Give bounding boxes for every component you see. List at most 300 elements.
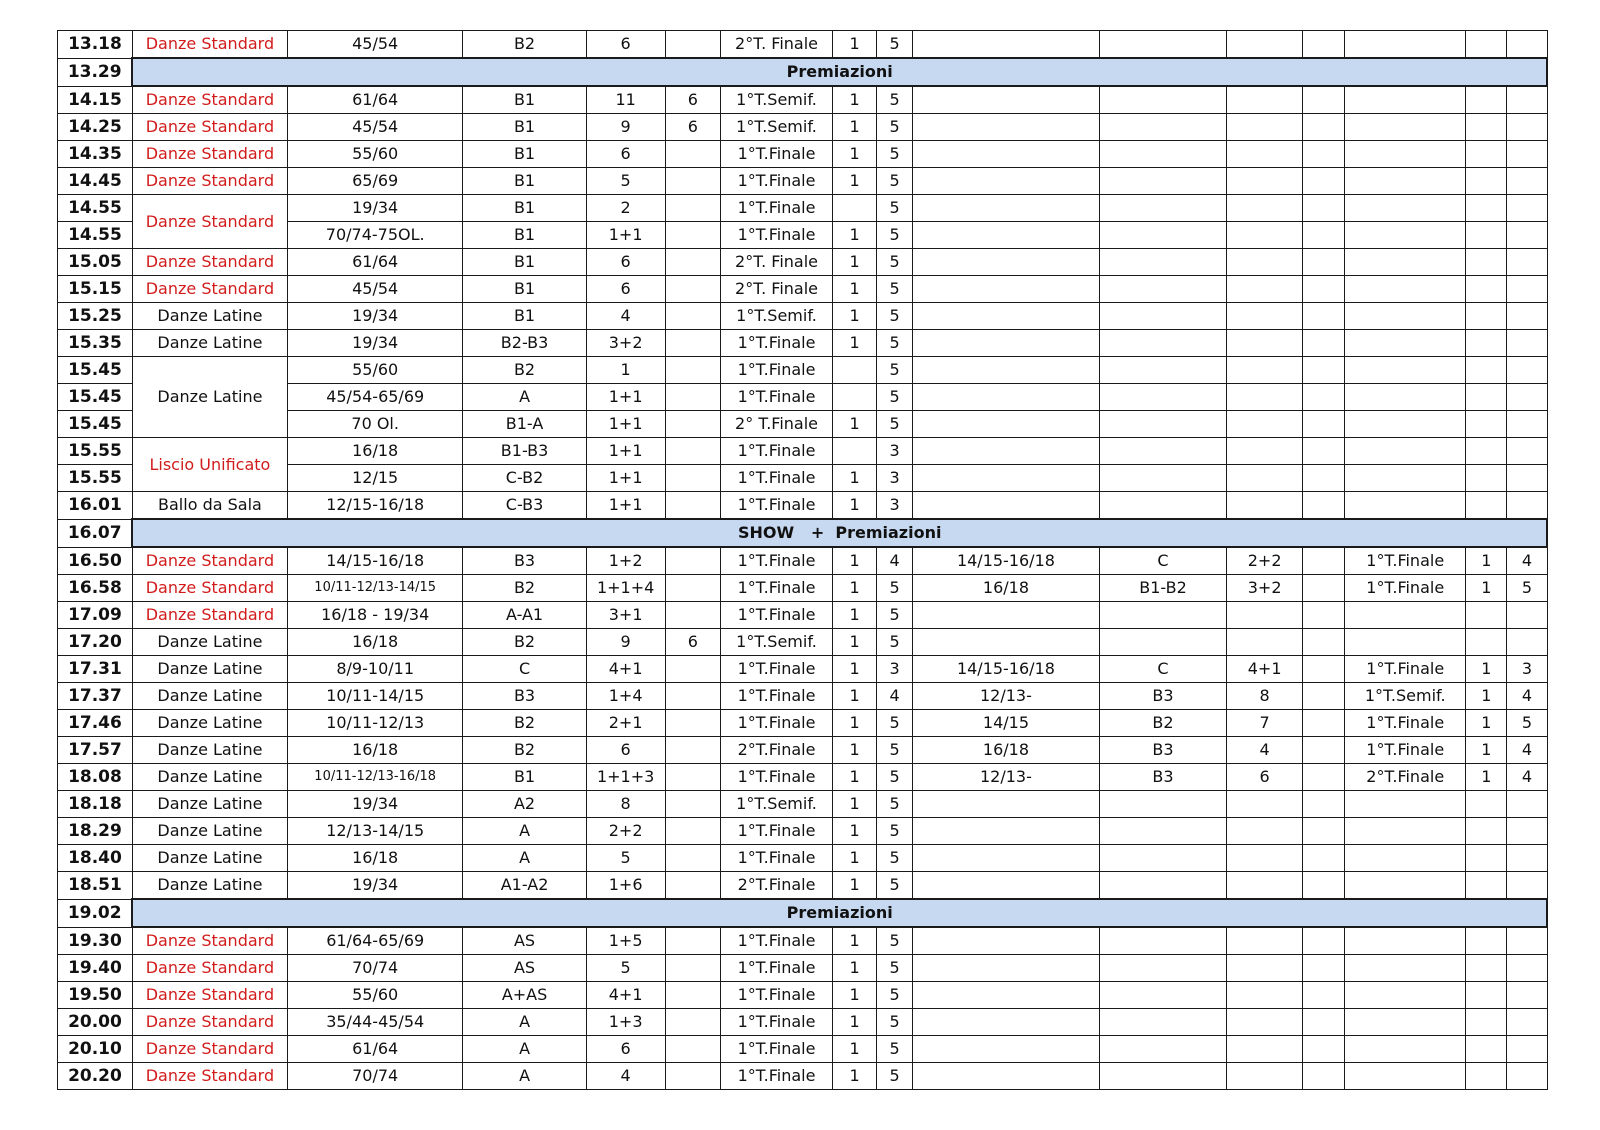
n3-cell (1466, 357, 1507, 384)
class2-cell (1099, 465, 1226, 492)
extra-cell (665, 791, 720, 818)
extra2-cell (1303, 737, 1345, 764)
n4-cell (1507, 195, 1547, 222)
count-cell: 1+1 (586, 411, 665, 438)
extra2-cell (1303, 168, 1345, 195)
discipline-cell: Danze Latine (132, 818, 287, 845)
category-cell: 45/54 (287, 276, 463, 303)
n1-cell (832, 438, 876, 465)
n2-cell: 5 (877, 1063, 913, 1090)
n4-cell (1507, 249, 1547, 276)
extra-cell (665, 845, 720, 872)
extra2-cell (1303, 575, 1345, 602)
count-cell: 5 (586, 168, 665, 195)
category2-cell (913, 357, 1100, 384)
n1-cell: 1 (832, 764, 876, 791)
category-cell: 19/34 (287, 303, 463, 330)
category2-cell: 12/13- (913, 683, 1100, 710)
extra-cell (665, 872, 720, 900)
time-cell: 15.45 (58, 411, 133, 438)
count2-cell (1227, 330, 1303, 357)
extra2-cell (1303, 927, 1345, 955)
class-cell: B3 (463, 547, 586, 575)
n3-cell (1466, 1009, 1507, 1036)
extra2-cell (1303, 845, 1345, 872)
n1-cell: 1 (832, 114, 876, 141)
n1-cell: 1 (832, 845, 876, 872)
table-row (58, 791, 1548, 818)
n2-cell: 5 (877, 31, 913, 59)
category2-cell (913, 168, 1100, 195)
round-cell: 1°T.Finale (721, 141, 833, 168)
round-cell: 1°T.Semif. (721, 791, 833, 818)
count-cell: 1+1 (586, 384, 665, 411)
round-cell: 1°T.Finale (721, 575, 833, 602)
time-cell: 15.55 (58, 438, 133, 465)
round-cell: 1°T.Finale (721, 927, 833, 955)
schedule-table (57, 30, 1548, 1090)
n4-cell (1507, 114, 1547, 141)
category2-cell: 12/13- (913, 764, 1100, 791)
round-cell: 1°T.Finale (721, 818, 833, 845)
section-band-label: Premiazioni (132, 58, 1547, 86)
class2-cell: B3 (1099, 737, 1226, 764)
round2-cell (1345, 465, 1466, 492)
discipline-cell: Ballo da Sala (132, 492, 287, 520)
n3-cell: 1 (1466, 547, 1507, 575)
n3-cell (1466, 1063, 1507, 1090)
time-cell: 13.18 (58, 31, 133, 59)
table-row (58, 31, 1548, 59)
count-cell: 9 (586, 114, 665, 141)
extra-cell (665, 276, 720, 303)
n4-cell (1507, 791, 1547, 818)
section-band-row (58, 899, 1548, 927)
n4-cell: 3 (1507, 656, 1547, 683)
count-cell: 5 (586, 845, 665, 872)
round-cell: 1°T.Semif. (721, 86, 833, 114)
n1-cell: 1 (832, 465, 876, 492)
round2-cell (1345, 629, 1466, 656)
round-cell: 1°T.Finale (721, 710, 833, 737)
n2-cell: 3 (877, 438, 913, 465)
time-cell: 17.57 (58, 737, 133, 764)
round-cell: 1°T.Finale (721, 465, 833, 492)
n1-cell: 1 (832, 1009, 876, 1036)
round2-cell (1345, 249, 1466, 276)
table-row (58, 86, 1548, 114)
category2-cell (913, 872, 1100, 900)
count2-cell (1227, 303, 1303, 330)
time-cell: 19.02 (58, 899, 133, 927)
n3-cell (1466, 222, 1507, 249)
table-row (58, 872, 1548, 900)
table-row (58, 1063, 1548, 1090)
extra-cell (665, 547, 720, 575)
count-cell: 1+1 (586, 438, 665, 465)
n2-cell: 5 (877, 575, 913, 602)
round-cell: 2°T. Finale (721, 31, 833, 59)
round-cell: 1°T.Finale (721, 357, 833, 384)
table-row (58, 845, 1548, 872)
category-cell: 16/18 (287, 438, 463, 465)
n3-cell (1466, 845, 1507, 872)
discipline-cell: Danze Latine (132, 330, 287, 357)
n4-cell (1507, 438, 1547, 465)
class2-cell (1099, 818, 1226, 845)
n4-cell (1507, 384, 1547, 411)
class2-cell (1099, 845, 1226, 872)
category-cell: 16/18 - 19/34 (287, 602, 463, 629)
n3-cell (1466, 791, 1507, 818)
table-row (58, 656, 1548, 683)
extra2-cell (1303, 141, 1345, 168)
class-cell: A (463, 818, 586, 845)
count2-cell (1227, 791, 1303, 818)
round-cell: 1°T.Finale (721, 547, 833, 575)
extra-cell (665, 249, 720, 276)
count2-cell (1227, 168, 1303, 195)
n4-cell (1507, 602, 1547, 629)
extra-cell (665, 222, 720, 249)
time-cell: 14.35 (58, 141, 133, 168)
discipline-cell: Danze Standard (132, 547, 287, 575)
class2-cell (1099, 31, 1226, 59)
round2-cell (1345, 303, 1466, 330)
count-cell: 1+1 (586, 492, 665, 520)
category-cell: 55/60 (287, 982, 463, 1009)
n2-cell: 5 (877, 629, 913, 656)
discipline-cell: Danze Standard (132, 1036, 287, 1063)
category-cell: 16/18 (287, 629, 463, 656)
extra-cell (665, 1063, 720, 1090)
class-cell: B1 (463, 168, 586, 195)
n2-cell: 5 (877, 303, 913, 330)
n1-cell: 1 (832, 86, 876, 114)
discipline-cell: Danze Standard (132, 86, 287, 114)
count2-cell (1227, 438, 1303, 465)
class-cell: B1 (463, 86, 586, 114)
count-cell: 1 (586, 357, 665, 384)
extra2-cell (1303, 438, 1345, 465)
n2-cell: 5 (877, 764, 913, 791)
class-cell: B1-B3 (463, 438, 586, 465)
extra-cell (665, 31, 720, 59)
time-cell: 19.40 (58, 955, 133, 982)
n1-cell: 1 (832, 710, 876, 737)
round2-cell (1345, 411, 1466, 438)
category-cell: 65/69 (287, 168, 463, 195)
table-row (58, 927, 1548, 955)
section-band-row (58, 519, 1548, 547)
round2-cell (1345, 872, 1466, 900)
count2-cell (1227, 114, 1303, 141)
class-cell: C-B2 (463, 465, 586, 492)
n4-cell: 4 (1507, 764, 1547, 791)
n1-cell: 1 (832, 602, 876, 629)
n2-cell: 5 (877, 411, 913, 438)
n1-cell: 1 (832, 411, 876, 438)
class-cell: C-B3 (463, 492, 586, 520)
extra-cell (665, 1036, 720, 1063)
round2-cell (1345, 114, 1466, 141)
round-cell: 1°T.Finale (721, 492, 833, 520)
n1-cell: 1 (832, 872, 876, 900)
discipline-cell: Danze Latine (132, 629, 287, 656)
category-cell: 16/18 (287, 845, 463, 872)
n1-cell: 1 (832, 683, 876, 710)
discipline-cell: Danze Standard (132, 195, 287, 249)
n3-cell (1466, 276, 1507, 303)
category-cell: 12/15-16/18 (287, 492, 463, 520)
round2-cell (1345, 1009, 1466, 1036)
n3-cell: 1 (1466, 656, 1507, 683)
class-cell: B1-A (463, 411, 586, 438)
table-row (58, 547, 1548, 575)
n2-cell: 5 (877, 791, 913, 818)
n2-cell: 5 (877, 845, 913, 872)
extra-cell: 6 (665, 114, 720, 141)
class2-cell (1099, 168, 1226, 195)
round-cell: 1°T.Finale (721, 384, 833, 411)
category-cell: 10/11-12/13-14/15 (287, 575, 463, 602)
time-cell: 18.18 (58, 791, 133, 818)
round-cell: 1°T.Semif. (721, 114, 833, 141)
count2-cell (1227, 249, 1303, 276)
n3-cell: 1 (1466, 764, 1507, 791)
category-cell: 70/74 (287, 1063, 463, 1090)
time-cell: 14.55 (58, 195, 133, 222)
count-cell: 6 (586, 737, 665, 764)
class-cell: B1 (463, 141, 586, 168)
category2-cell (913, 276, 1100, 303)
count-cell: 1+3 (586, 1009, 665, 1036)
table-row (58, 710, 1548, 737)
round-cell: 2°T.Finale (721, 737, 833, 764)
n3-cell (1466, 872, 1507, 900)
n2-cell: 4 (877, 683, 913, 710)
class2-cell: B3 (1099, 764, 1226, 791)
count-cell: 1+1 (586, 222, 665, 249)
time-cell: 15.05 (58, 249, 133, 276)
count-cell: 6 (586, 249, 665, 276)
extra-cell (665, 357, 720, 384)
extra-cell (665, 737, 720, 764)
n1-cell: 1 (832, 303, 876, 330)
class2-cell (1099, 791, 1226, 818)
n4-cell (1507, 357, 1547, 384)
n1-cell: 1 (832, 982, 876, 1009)
extra2-cell (1303, 86, 1345, 114)
count-cell: 1+1+3 (586, 764, 665, 791)
table-row (58, 1009, 1548, 1036)
discipline-cell: Danze Latine (132, 357, 287, 438)
n1-cell: 1 (832, 737, 876, 764)
discipline-cell: Danze Latine (132, 737, 287, 764)
extra2-cell (1303, 195, 1345, 222)
class2-cell (1099, 602, 1226, 629)
extra2-cell (1303, 114, 1345, 141)
round-cell: 1°T.Finale (721, 330, 833, 357)
n1-cell: 1 (832, 330, 876, 357)
category2-cell (913, 1036, 1100, 1063)
count2-cell: 6 (1227, 764, 1303, 791)
extra2-cell (1303, 656, 1345, 683)
n1-cell (832, 195, 876, 222)
extra-cell (665, 575, 720, 602)
table-row (58, 955, 1548, 982)
round-cell: 1°T.Finale (721, 1063, 833, 1090)
class-cell: B2 (463, 575, 586, 602)
n1-cell (832, 357, 876, 384)
n2-cell: 4 (877, 547, 913, 575)
class-cell: A1-A2 (463, 872, 586, 900)
count-cell: 3+2 (586, 330, 665, 357)
discipline-cell: Danze Latine (132, 303, 287, 330)
category2-cell: 16/18 (913, 575, 1100, 602)
extra2-cell (1303, 710, 1345, 737)
count2-cell: 3+2 (1227, 575, 1303, 602)
n3-cell (1466, 927, 1507, 955)
n1-cell: 1 (832, 575, 876, 602)
n1-cell: 1 (832, 791, 876, 818)
time-cell: 15.25 (58, 303, 133, 330)
extra-cell (665, 303, 720, 330)
class2-cell: B2 (1099, 710, 1226, 737)
category2-cell (913, 927, 1100, 955)
n1-cell: 1 (832, 656, 876, 683)
time-cell: 20.10 (58, 1036, 133, 1063)
time-cell: 16.01 (58, 492, 133, 520)
class-cell: A (463, 1063, 586, 1090)
table-row (58, 249, 1548, 276)
table-row (58, 195, 1548, 222)
table-row (58, 683, 1548, 710)
extra2-cell (1303, 683, 1345, 710)
n3-cell (1466, 31, 1507, 59)
extra2-cell (1303, 982, 1345, 1009)
n2-cell: 5 (877, 710, 913, 737)
class2-cell: C (1099, 656, 1226, 683)
class-cell: A (463, 384, 586, 411)
n2-cell: 5 (877, 737, 913, 764)
n4-cell (1507, 818, 1547, 845)
section-band-label: Premiazioni (132, 899, 1547, 927)
round-cell: 1°T.Semif. (721, 629, 833, 656)
time-cell: 18.40 (58, 845, 133, 872)
count-cell: 1+2 (586, 547, 665, 575)
round2-cell (1345, 141, 1466, 168)
class2-cell (1099, 249, 1226, 276)
round2-cell (1345, 845, 1466, 872)
n1-cell: 1 (832, 955, 876, 982)
count-cell: 1+6 (586, 872, 665, 900)
n1-cell: 1 (832, 249, 876, 276)
class-cell: A (463, 845, 586, 872)
extra-cell (665, 384, 720, 411)
round2-cell (1345, 791, 1466, 818)
extra-cell (665, 411, 720, 438)
class-cell: B1 (463, 249, 586, 276)
round-cell: 1°T.Finale (721, 1009, 833, 1036)
discipline-cell: Danze Latine (132, 872, 287, 900)
discipline-cell: Liscio Unificato (132, 438, 287, 492)
category2-cell (913, 114, 1100, 141)
n3-cell (1466, 955, 1507, 982)
count-cell: 8 (586, 791, 665, 818)
class-cell: AS (463, 927, 586, 955)
category2-cell (913, 438, 1100, 465)
table-row (58, 737, 1548, 764)
class-cell: B2-B3 (463, 330, 586, 357)
category2-cell: 16/18 (913, 737, 1100, 764)
category-cell: 12/15 (287, 465, 463, 492)
round-cell: 2°T. Finale (721, 249, 833, 276)
discipline-cell: Danze Latine (132, 710, 287, 737)
category-cell: 61/64 (287, 249, 463, 276)
count-cell: 6 (586, 1036, 665, 1063)
discipline-cell: Danze Standard (132, 141, 287, 168)
n4-cell (1507, 1009, 1547, 1036)
n4-cell: 5 (1507, 575, 1547, 602)
count-cell: 4+1 (586, 982, 665, 1009)
class2-cell (1099, 982, 1226, 1009)
extra-cell (665, 955, 720, 982)
extra2-cell (1303, 547, 1345, 575)
count-cell: 1+5 (586, 927, 665, 955)
round-cell: 1°T.Finale (721, 683, 833, 710)
round-cell: 1°T.Finale (721, 764, 833, 791)
count-cell: 2+2 (586, 818, 665, 845)
category-cell: 14/15-16/18 (287, 547, 463, 575)
table-row (58, 438, 1548, 465)
category-cell: 61/64 (287, 1036, 463, 1063)
extra2-cell (1303, 357, 1345, 384)
round2-cell: 2°T.Finale (1345, 764, 1466, 791)
category2-cell (913, 602, 1100, 629)
discipline-cell: Danze Latine (132, 656, 287, 683)
round-cell: 1°T.Finale (721, 438, 833, 465)
category-cell: 35/44-45/54 (287, 1009, 463, 1036)
n3-cell (1466, 86, 1507, 114)
class2-cell (1099, 1009, 1226, 1036)
extra-cell (665, 141, 720, 168)
extra-cell (665, 1009, 720, 1036)
class-cell: B2 (463, 710, 586, 737)
extra-cell (665, 465, 720, 492)
category2-cell: 14/15-16/18 (913, 547, 1100, 575)
n4-cell (1507, 927, 1547, 955)
class2-cell (1099, 303, 1226, 330)
round2-cell (1345, 438, 1466, 465)
category-cell: 61/64-65/69 (287, 927, 463, 955)
n2-cell: 5 (877, 982, 913, 1009)
discipline-cell: Danze Standard (132, 249, 287, 276)
class2-cell (1099, 927, 1226, 955)
count-cell: 11 (586, 86, 665, 114)
extra-cell: 6 (665, 86, 720, 114)
extra-cell (665, 438, 720, 465)
n2-cell: 3 (877, 492, 913, 520)
n4-cell (1507, 1036, 1547, 1063)
extra-cell (665, 656, 720, 683)
table-row (58, 818, 1548, 845)
count2-cell (1227, 845, 1303, 872)
n2-cell: 5 (877, 818, 913, 845)
section-band-label: SHOW + Premiazioni (132, 519, 1547, 547)
extra-cell (665, 330, 720, 357)
n4-cell (1507, 982, 1547, 1009)
